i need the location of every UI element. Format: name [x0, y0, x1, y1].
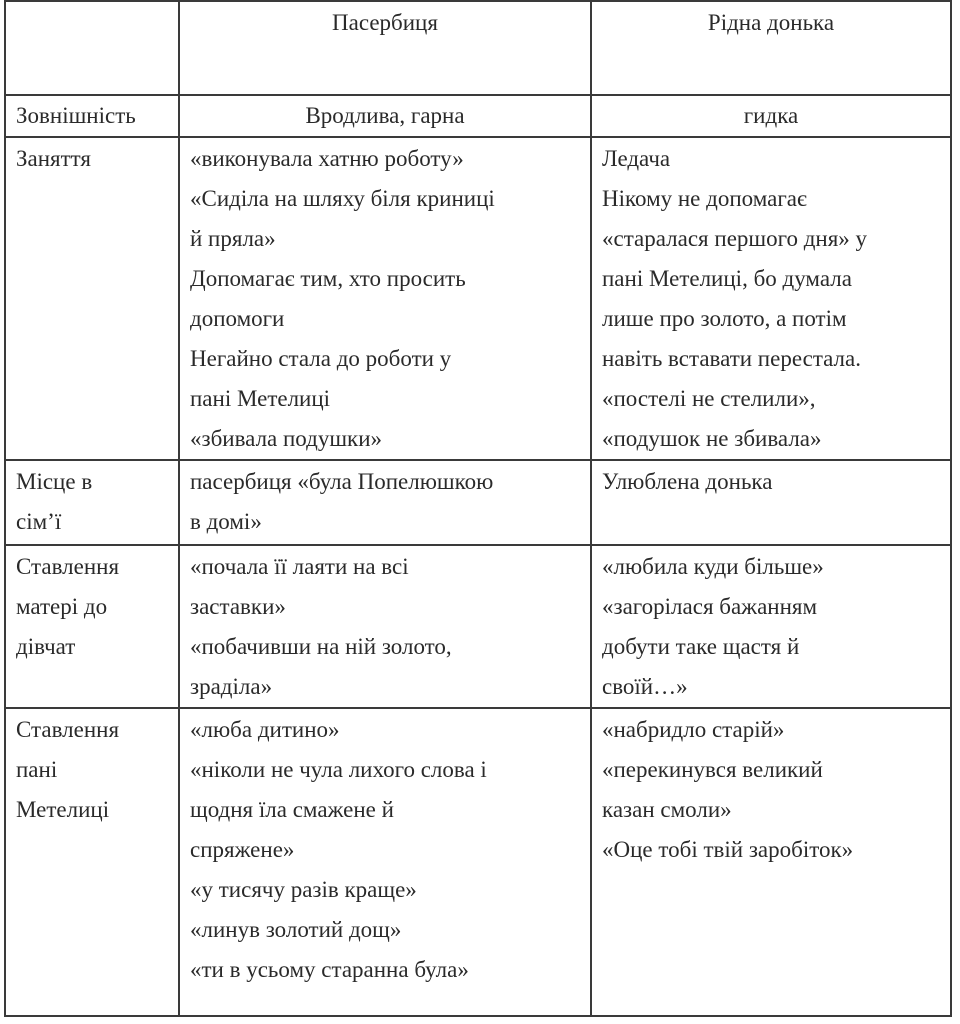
table-row-family-place	[5, 460, 951, 545]
cell-line: своїй…»	[602, 674, 688, 699]
label-line: Метелиці	[16, 797, 110, 822]
header-stepdaughter: Пасербиця	[179, 1, 591, 95]
cell-line: «люба дитино»	[190, 717, 340, 742]
cell-line: гидка	[743, 103, 799, 128]
cell-line: «постелі не стелили»,	[602, 386, 816, 411]
cell-line: «ти в усьому старанна була»	[190, 957, 469, 982]
cell-line: «ніколи не чула лихого слова і	[190, 757, 487, 782]
cell-line: «у тисячу разів краще»	[190, 877, 417, 902]
daughter-cell	[591, 460, 951, 545]
cell-line: пасербиця «була Попелюшкою	[190, 469, 494, 494]
label-line: Місце в	[16, 469, 93, 494]
daughter-cell	[591, 708, 951, 1016]
cell-line: Ледача	[602, 146, 671, 171]
cell-line: «збивала подушки»	[190, 426, 383, 451]
stepdaughter-cell	[179, 545, 591, 708]
comparison-table-wrapper	[4, 0, 950, 1017]
cell-line: «Сиділа на шляху біля криниці	[190, 186, 495, 211]
stepdaughter-cell	[179, 95, 591, 137]
cell-line: «Оце тобі твій заробіток»	[602, 837, 854, 862]
cell-line: «побачивши на ній золото,	[190, 634, 452, 659]
daughter-cell	[591, 137, 951, 460]
table-row-occupation	[5, 137, 951, 460]
cell-line: Негайно стала до роботи у	[190, 346, 452, 371]
table-row-mother-attitude	[5, 545, 951, 708]
label-line: Зовнішність	[16, 103, 136, 128]
stepdaughter-cell	[179, 708, 591, 1016]
header-empty-cell	[5, 1, 179, 95]
row-label	[5, 137, 179, 460]
daughter-cell	[591, 545, 951, 708]
table-row-appearance	[5, 95, 951, 137]
cell-line: допомоги	[190, 306, 285, 331]
cell-line: «почала її лаяти на всі	[190, 554, 409, 579]
row-label	[5, 95, 179, 137]
cell-line: Допомагає тим, хто просить	[190, 266, 466, 291]
cell-line: в домі»	[190, 509, 262, 534]
cell-line: заставки»	[190, 594, 286, 619]
label-line: дівчат	[16, 634, 76, 659]
cell-line: й пряла»	[190, 226, 276, 251]
label-line: Заняття	[16, 146, 91, 171]
daughter-cell	[591, 95, 951, 137]
stepdaughter-cell	[179, 460, 591, 545]
cell-line: пані Метелиці	[190, 386, 331, 411]
cell-line: «любила куди більше»	[602, 554, 824, 579]
cell-line: Нікому не допомагає	[602, 186, 807, 211]
cell-line: щодня їла смажене й	[190, 797, 394, 822]
cell-line: «подушок не збивала»	[602, 426, 822, 451]
label-line: Ставлення	[16, 717, 120, 742]
label-line: Ставлення	[16, 554, 120, 579]
cell-line: «линув золотий дощ»	[190, 917, 402, 942]
cell-line: добути таке щастя й	[602, 634, 800, 659]
comparison-table	[4, 0, 952, 1017]
row-label	[5, 708, 179, 1016]
cell-line: «старалася першого дня» у	[602, 226, 868, 251]
cell-line: навіть вставати перестала.	[602, 346, 861, 371]
header-daughter: Рідна донька	[591, 1, 951, 95]
header-row	[5, 1, 951, 95]
cell-line: Вродлива, гарна	[305, 103, 465, 128]
cell-line: зраділа»	[190, 674, 273, 699]
table-row-lady-attitude	[5, 708, 951, 1016]
cell-line: пані Метелиці, бо думала	[602, 266, 852, 291]
cell-line: Улюблена донька	[602, 469, 773, 494]
cell-line: казан смоли»	[602, 797, 732, 822]
cell-line: «набридло старій»	[602, 717, 785, 742]
label-line: сім’ї	[16, 509, 62, 534]
cell-line: «загорілася бажанням	[602, 594, 818, 619]
label-line: матері до	[16, 594, 108, 619]
cell-line: лише про золото, а потім	[602, 306, 847, 331]
label-line: пані	[16, 757, 58, 782]
row-label	[5, 545, 179, 708]
row-label	[5, 460, 179, 545]
stepdaughter-cell	[179, 137, 591, 460]
cell-line: «перекинувся великий	[602, 757, 823, 782]
cell-line: спряжене»	[190, 837, 295, 862]
cell-line: «виконувала хатню роботу»	[190, 146, 464, 171]
